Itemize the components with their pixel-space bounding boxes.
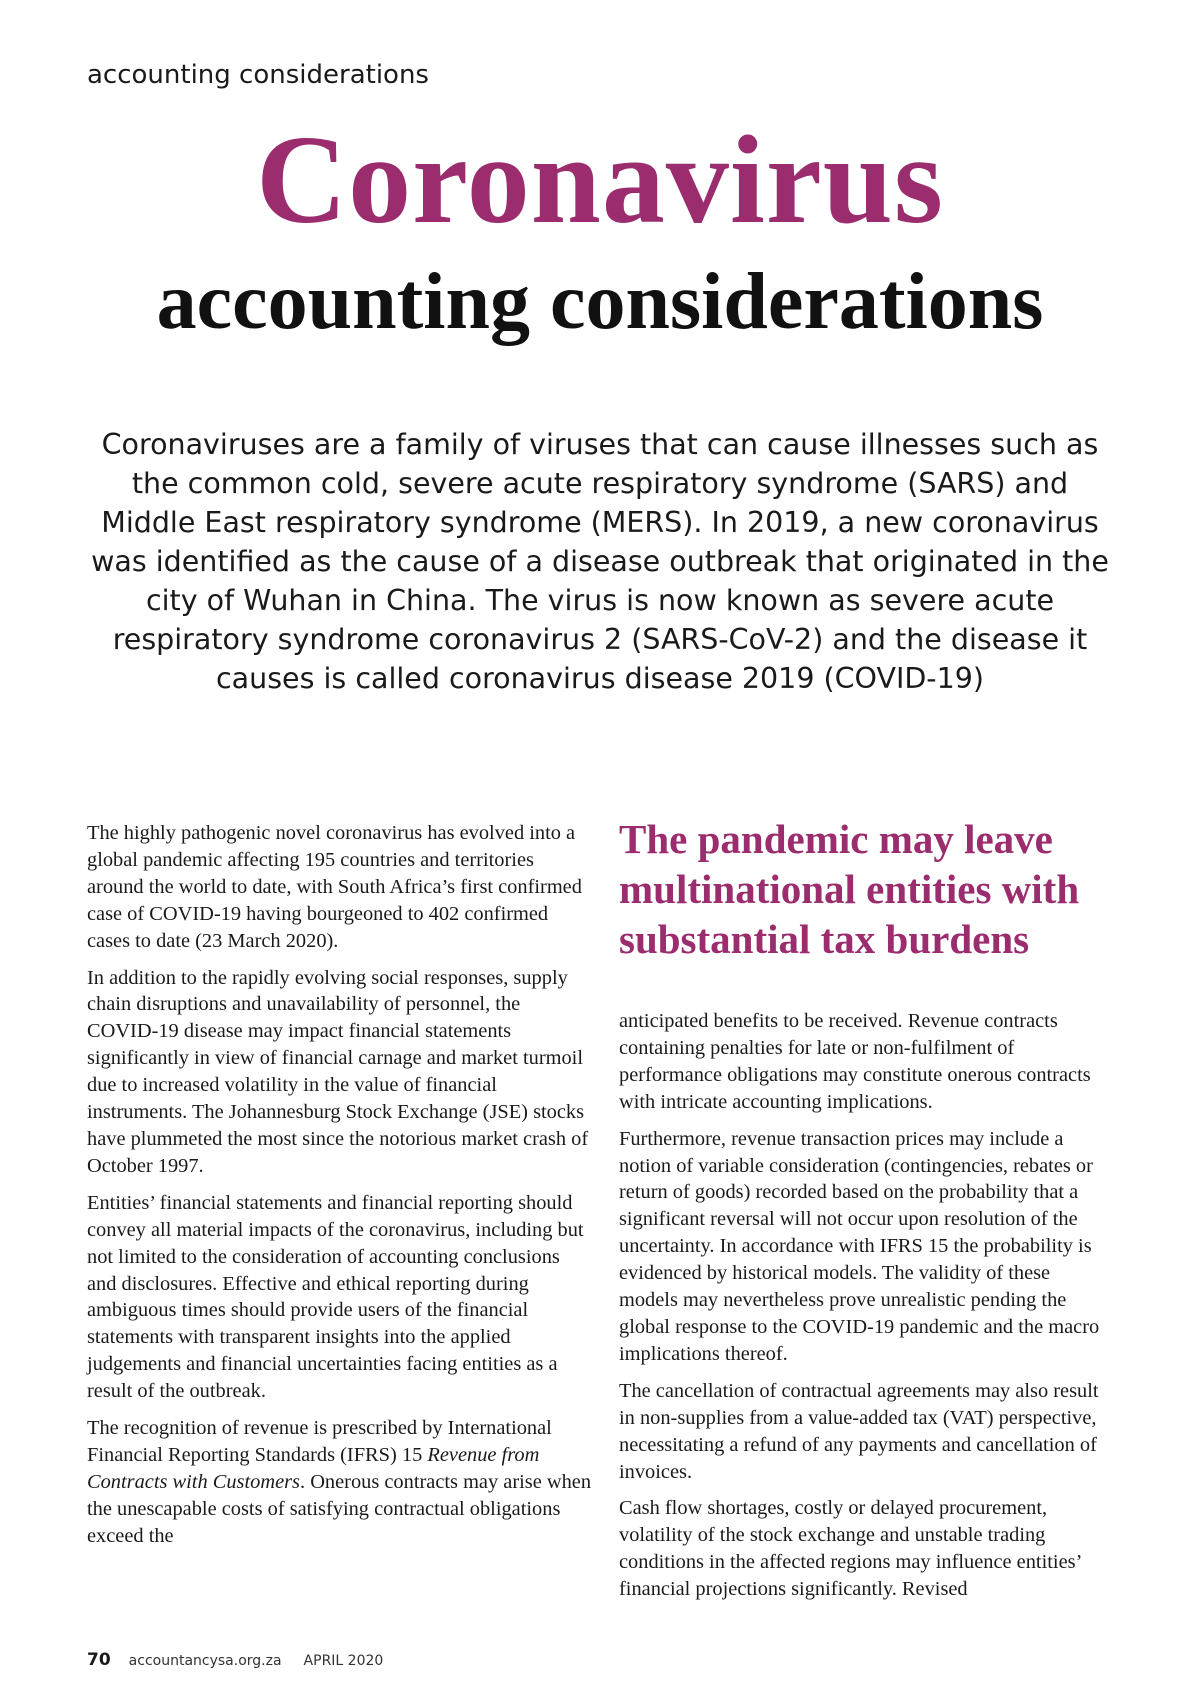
body-paragraph: Furthermore, revenue transaction prices may include a notion of variable consideration (contingencies, rebates or return of goods) recorded based on the probability that a significant reversal will not occur upon resolution of the uncertainty. In accordance with IFRS 15 the probability is evidenced by historical models. The validity of these models may nevertheless prove unrealistic pending the global response to the COVID-19 pandemic and the macro implications thereof. xyxy=(619,1127,1100,1365)
site-link[interactable]: accountancysa.org.za xyxy=(128,1653,282,1669)
issue-date: APRIL 2020 xyxy=(303,1653,384,1669)
intro-paragraph: Coronaviruses are a family of viruses that can cause illnesses such as the common cold, severe acute respiratory syndrome (SARS) and Middle East respiratory syndrome (MERS). In 2019, a new coronavirus was identified as the cause of a disease outbreak that originated in the city of Wuhan in China. The virus is now known as severe acute respiratory syndrome coronavirus 2 (SARS-CoV-2) and the disease it causes is called coronavirus disease 2019 (COVID-19) xyxy=(91,428,1109,695)
standard-title: Revenue from Contracts with Customers xyxy=(87,1443,540,1493)
page-number: 70 xyxy=(87,1650,111,1670)
pull-quote: The pandemic may leave multinational entities with substantial tax burdens xyxy=(619,816,1080,962)
body-text: The recognition of revenue is prescribed by International Financial Reporting Standards (IFRS) 15 xyxy=(87,1417,552,1466)
body-paragraph: In addition to the rapidly evolving social responses, supply chain disruptions and unavailability of personnel, the COVID-19 disease may impact financial statements significantly in view of financial carnage and market turmoil due to increased volatility in the value of financial instruments. The Johannesburg Stock Exchange (JSE) stocks have plummeted the most since the notorious market crash of October 1997. xyxy=(87,966,589,1177)
right-column xyxy=(619,1008,1109,1613)
article-subtitle: accounting considerations xyxy=(156,258,1044,346)
body-paragraph: anticipated benefits to be received. Revenue contracts containing penalties for late or non-fulfilment of performance obligations may constitute onerous contracts with intricate accounting implications. xyxy=(619,1010,1091,1113)
body-paragraph: The highly pathogenic novel coronavirus has evolved into a global pandemic affecting 195 countries and territories around the world to date, with South Africa’s first confirmed case of COVID-19 having bourgeoned to 402 confirmed cases to date (23 March 2020). xyxy=(87,822,582,952)
page-footer xyxy=(87,1650,383,1670)
body-paragraph: The cancellation of contractual agreements may also result in non-supplies from a value-added tax (VAT) perspective, necessitating a refund of any payments and cancellation of invoices. xyxy=(619,1379,1099,1483)
body-paragraph xyxy=(87,1415,592,1550)
section-label: accounting considerations xyxy=(87,60,429,90)
body-text: . Onerous contracts may arise when the unescapable costs of satisfying contractual obligations exceed the xyxy=(87,1470,592,1547)
article-title: Coronavirus xyxy=(256,111,944,250)
body-paragraph: Entities’ financial statements and financial reporting should convey all material impacts of the coronavirus, including but not limited to the consideration of accounting conclusions and disclosures. Effective and ethical reporting during ambiguous times should provide users of the financial statements with transparent insights into the applied judgements and financial uncertainties facing entities as a result of the outbreak. xyxy=(87,1191,584,1403)
body-paragraph: Cash flow shortages, costly or delayed procurement, volatility of the stock exchange and unstable trading conditions in the affected regions may influence entities’ financial projections significantly. Revised xyxy=(619,1497,1081,1601)
left-column xyxy=(87,820,592,1560)
